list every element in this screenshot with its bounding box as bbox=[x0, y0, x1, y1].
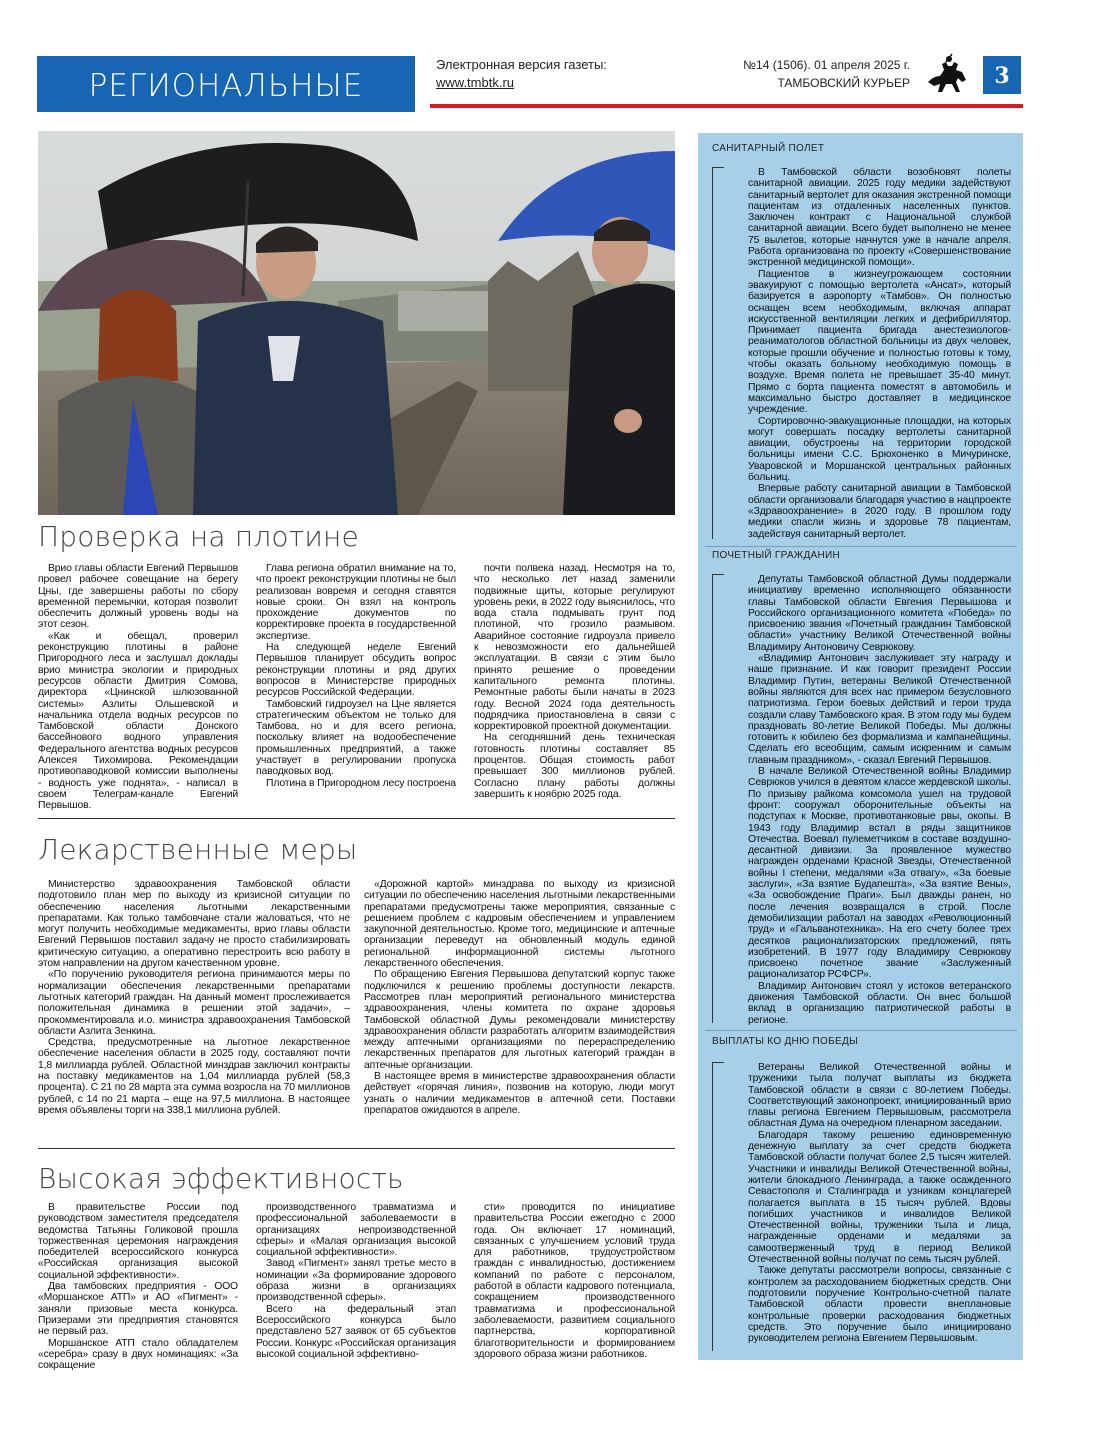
paragraph: На сегодняшний день техническая готовность плотины составляет 85 процентов. Общая стоимость работ превышает 300 миллионов рублей. Согласно плану работы должны завершить к ноябрю 2025 года. bbox=[474, 732, 675, 800]
paragraph: Всего на федеральный этап Всероссийского конкурса было представлено 527 заявок от 65 субъектов России. Конкурс «Российская организация высокой социальной эффективно- bbox=[256, 1303, 457, 1360]
paragraph: Тамбовский гидроузел на Цне является стратегическим объектом не только для Тамбова, но и для всего региона, поскольку влияет на водообеспечение промышленных предприятий, а также участвует в регулировании пропуска паводковых вод. bbox=[256, 698, 456, 778]
paragraph: Благодаря такому решению единовременную денежную выплату за счет средств бюджета Тамбовской области получат более 2,5 тысяч жителей. Участники и инвалиды Великой Отечественной войны, жители блокадного Ленинграда, а также осажденного Севастополя и Сталинграда и узникам концлагерей полагается выплата в 15 тысяч рублей. Вдовы погибших участников и инвалидов Великой Отечественной войны, труженики тыла и лица, награжденные орденами и медалями за самоотверженный труд в период Великой Отечественной войны получат по семь тысяч рублей. bbox=[748, 1129, 1011, 1266]
paragraph: Пациентов в жизнеугрожающем состоянии эвакуируют с помощью вертолета «Ансат», который базируется в аэропорту «Тамбов». Он полностью оснащен всем необходимым, включая аппарат искусственной вентиляции легких и дефибриллятор. Принимает пациента бригада анестезиологов-реаниматологов областной больницы из двух человек, которые прошли обучение и полностью готовы к тому, чтобы оказать больному необходимую помощь в воздухе. Время полета не превышает 35-40 минут. Прямо с борта пациента поместят в автомобиль и максимально быстро доставляет в медицинское учреждение. bbox=[748, 268, 1011, 416]
paragraph: сти» проводится по инициативе правительства России ежегодно с 2000 года. Он включает 17 номинаций, связанных с улучшением условий труда для работников, трудоустройством граждан с инвалидностью, достижением компаний по работе с персоналом, работой в области кадрового потенциала, сокращением производственного травматизма и профессиональной заболеваемости, развитием социального партнерства, корпоративной благотворительности и формированием здорового образа жизни работников. bbox=[474, 1202, 675, 1360]
section-header bbox=[37, 56, 415, 112]
sidebar-bracket bbox=[712, 167, 724, 539]
article-dam-column-1 bbox=[38, 563, 238, 812]
paragraph: Завод «Пигмент» занял третье место в номинации «За формирование здорового образа жизни в организациях производственной сферы». bbox=[256, 1258, 456, 1304]
paragraph: В правительстве России под руководством заместителя председателя ведомства Татьяны Голиковой прошла торжественная церемония награждения победителей всероссийского конкурса «Российская организация высокой социальной эффективности». bbox=[38, 1202, 238, 1281]
article-divider bbox=[38, 1148, 675, 1149]
paragraph: Два тамбовских предприятия - ООО «Моршанское АТП» и АО «Пигмент» - заняли призовые места конкурса. Призерами эти предприятия становятся не первый раз. bbox=[38, 1281, 238, 1338]
paragraph: В начале Великой Отечественной войны Владимир Севрюков учился в девятом классе жердевской школы. По призыву райкома комсомола ушел на трудовой фронт: сооружал оборонительные объекты на подступах к Москве, противотанковые рвы, окопы. В 1943 году Владимир встал в ряды защитников Отечества. Воевал пулеметчиком в составе воздушно-десантной дивизии. За проявленное мужество награжден орденами Красной Звезды, Отечественной войны I степени, медалями «За отвагу», «За боевые заслуги», «За взятие Будапешта», «За взятие Вены», «За освобождение Праги». Был дважды ранен, но после лечения возвращался в строй. После демобилизации работал на заводах «Революционный труд» и «Гальванотехника». На его счету более трех десятков рационализаторских предложений, пять изобретений. В 1977 году Владимиру Севрюкову присвоено почетное звание «Заслуженный рационализатор РСФСР». bbox=[748, 766, 1011, 981]
paragraph: «По поручению руководителя региона принимаются меры по нормализации обеспечения лекарственными препаратами льготных категорий граждан. На данный момент прослеживается положительная динамика в решении этой задачи», – прокомментировала и.о. министра здравоохранения Тамбовской области Азлита Зенкина. bbox=[38, 969, 350, 1037]
paragraph: Врио главы области Евгений Первышов провел рабочее совещание на берегу Цны, где завершены работы по сбору временной перемычки, которая позволит обеспечить должный уровень воды на этот сезон. bbox=[38, 563, 238, 631]
paragraph: «Как и обещал, проверил реконструкцию плотины в районе Пригородного леса и заслушал доклады врио министра экологии и природных ресурсов области Дмитрия Сомова, директора «Цнинской шлюзованной системы» Азлиты Ольшевской и начальника отдела водных ресурсов по Тамбовской области Донского бассейнового водного управления Федерального агентства водных ресурсов Алексея Тихомирова. Рекомендации противопаводковой комиссии выполнены - водность уже поднята», - написал в своем Телеграм-канале Евгений Первышов. bbox=[38, 630, 238, 812]
paragraph: почти полвека назад. Несмотря на то, что несколько лет назад заменили подвижные щиты, которые регулируют уровень реки, в 2022 году выяснилось, что вода стала подмывать грунт под плотиной, что грозило размывом. Аварийное состояние гидроузла привело к невозможности его дальнейшей эксплуатации. В связи с этим было принято решение о проведении капитального ремонта плотины. Ремонтные работы были начаты в 2023 году. Весной 2024 года деятельность подрядчика приостановлена в связи с корректировкой проектной документации. bbox=[474, 563, 675, 733]
sidebar-victory-payments-text bbox=[748, 1062, 1011, 1352]
sidebar-bracket bbox=[712, 1062, 724, 1351]
article-dam-column-3 bbox=[474, 563, 675, 808]
sidebar-label-victory-payments: ВЫПЛАТЫ КО ДНЮ ПОБЕДЫ bbox=[712, 1036, 859, 1047]
article-medicine-column-2 bbox=[364, 879, 675, 1139]
paragraph: производственного травматизма и профессиональной заболеваемости в организациях непроизводственной сферы» и «Малая организация высокой социальной эффективности». bbox=[256, 1202, 456, 1259]
news-photo bbox=[38, 131, 675, 515]
electronic-version-note bbox=[436, 56, 607, 92]
paragraph: Также депутаты рассмотрели вопросы, связанные с контролем за расходованием бюджетных средств. Они подготовили поручение Контрольно-счетной палате Тамбовской области провести внеплановые контрольные проверки расходования бюджетных средств. Это поручение было инициировано руководителем региона Евгением Первышовым. bbox=[748, 1265, 1011, 1345]
article-efficiency-column-1 bbox=[38, 1202, 238, 1372]
section-title: РЕГИОНАЛЬНЫЕ bbox=[88, 68, 364, 104]
paragraph: Сортировочно-эвакуационные площадки, на которых могут совершать посадку вертолеты санитарной авиации, обустроены на территории городской больницы имени С.С. Брюхоненко в Мичуринске, Уваровской и Моршанской центральных районных больниц. bbox=[748, 415, 1011, 484]
paragraph: Средства, предусмотренные на льготное лекарственное обеспечение населения области в 2025 году, составляют почти 1,8 миллиарда рублей. Областной минздрав заключил контракты на поставку медикаментов на 1,04 миллиарда рублей (58,3 процента). С 21 по 28 марта эта сумма возросла на 70 миллионов рублей, с 14 по 21 марта – еще на 97,5 миллиона. В настоящее время объявлены торги на 338,1 миллиона рублей. bbox=[38, 1037, 350, 1116]
horseman-logo-icon bbox=[922, 52, 970, 100]
website-link[interactable]: www.tmbtk.ru bbox=[436, 75, 515, 90]
paragraph: Владимир Антонович стоял у истоков ветеранского движения Тамбовской области. Он внес большой вклад в организацию патриотической работы в регионе. bbox=[748, 980, 1011, 1026]
electronic-version-label: Электронная версия газеты: bbox=[436, 57, 607, 72]
sidebar-honorary-citizen-text bbox=[748, 574, 1011, 1024]
sidebar-sanitary-flight-text bbox=[748, 167, 1011, 540]
issue-number-date: №14 (1506). 01 апреля 2025 г. bbox=[743, 58, 910, 72]
paragraph: Впервые работу санитарной авиации в Тамбовской области организовали благодаря участию в нацпроекте «Здравоохранение» в 2020 году. В прошлом году медики спасли жизнь и здоровье 78 пациентам, задействуя санитарный вертолет. bbox=[748, 483, 1011, 540]
paragraph: «Владимир Антонович заслуживает эту награду и наше признание. И как говорит президент России Владимир Путин, ветераны Великой Отечественной войны являются для всех нас примером безусловного патриотизма. Герои боевых действий и герои труда создали славу Тамбовского края. В этом году мы будем праздновать 80-летие Великой Победы. Мы должны готовить к юбилею без формализма и кампанейщины. Сделать его всеобщим, самым искренним и самым главным праздником», - сказал Евгений Первышов. bbox=[748, 653, 1011, 766]
paragraph: В настоящее время в министерстве здравоохранения области действует «горячая линия», позвонив на которую, люди могут узнать о наличии медикаментов в аптечной сети. Поставки препаратов ожидаются в апреле. bbox=[364, 1071, 675, 1116]
article-efficiency-column-3 bbox=[474, 1202, 675, 1362]
header-rule bbox=[430, 104, 1023, 108]
article-efficiency-column-2 bbox=[256, 1202, 456, 1362]
paragraph: По обращению Евгения Первышова депутатский корпус также подключился к решению проблемы доступности лекарств. Рассмотрев план мероприятий регионального министерства здравоохранения, члены комитета по охране здоровья Тамбовской областной Думы рекомендовали министерству здравоохранения области разработать алгоритм взаимодействия между аптечными организациями по перераспределению лекарственных препаратов для льготных категорий граждан в аптечные организации. bbox=[364, 969, 675, 1071]
paragraph: «Дорожной картой» минздрава по выходу из кризисной ситуации по обеспечению населения льготными лекарственными препаратами предусмотрены также мероприятия, связанные с решением проблем с кадровым обеспечением и управлением закупочной деятельностью. Кроме того, медицинские и аптечные организации переведут на обновленный модуль единой региональной информационной системы льготного лекарственного обеспечения. bbox=[364, 879, 675, 970]
sidebar-label-honorary-citizen: ПОЧЕТНЫЙ ГРАЖДАНИН bbox=[712, 550, 841, 561]
paragraph: На следующей неделе Евгений Первышов планирует обсудить вопрос реконструкции плотины и ряд других вопросов в Министерстве природных ресурсов Российской Федерации. bbox=[256, 642, 456, 699]
paragraph: Министерство здравоохранения Тамбовской области подготовило план мер по выходу из кризисной ситуации по обеспечению населения льготными лекарственными препаратами. Как только тамбовчане стали жаловаться, что не могут получить необходимые медикаменты, врио главы области Евгений Первышов поставил задачу не просто стабилизировать критическую ситуацию, а оперативно перестроить всю работу в этом направлении на другом качественном уровне. bbox=[38, 879, 350, 970]
sidebar-separator bbox=[705, 1030, 1017, 1031]
article-title-medicine-measures: Лекарственные меры bbox=[38, 833, 358, 866]
paragraph: Моршанское АТП стало обладателем «серебра» сразу в двух номинациях: «За сокращение bbox=[38, 1337, 238, 1372]
page-number: 3 bbox=[983, 56, 1021, 94]
article-dam-column-2 bbox=[256, 563, 456, 808]
paragraph: Плотина в Пригородном лесу построена bbox=[266, 777, 456, 789]
article-divider bbox=[38, 818, 675, 819]
article-title-high-efficiency: Высокая эффективность bbox=[38, 1162, 404, 1195]
paragraph: Депутаты Тамбовской областной Думы поддержали инициативу временно исполняющего обязанности главы Тамбовской области Евгения Первышова и Российского организационного комитета «Победа» по присвоению звания «Почетный гражданин Тамбовской области» участнику Великой Отечественной войны Владимиру Антоновичу Севрюкову. bbox=[748, 574, 1011, 653]
article-medicine-column-1 bbox=[38, 879, 350, 1139]
sidebar-separator bbox=[705, 546, 1017, 547]
paragraph: Глава региона обратил внимание на то, что проект реконструкции плотины не был реализован вовремя и сегодня ставятся новые сроки. Он взял на контроль прохождение документов по корректировке проекта в государственной экспертизе. bbox=[256, 563, 456, 642]
article-title-dam-inspection: Проверка на плотине bbox=[38, 520, 359, 553]
paragraph: Ветераны Великой Отечественной войны и труженики тыла получат выплаты из бюджета Тамбовской области в связи с 80-летием Победы. Соответствующий законопроект, инициированный врио главы региона Евгением Первышовым, рассмотрела областная Дума на очередном пленарном заседании. bbox=[748, 1062, 1011, 1130]
sidebar-label-sanitary-flight: САНИТАРНЫЙ ПОЛЕТ bbox=[712, 143, 825, 154]
newspaper-name: ТАМБОВСКИЙ КУРЬЕР bbox=[777, 76, 910, 90]
issue-info bbox=[660, 56, 910, 92]
paragraph: В Тамбовской области возобновят полеты санитарной авиации. 2025 году медики задействуют санитарный вертолет для оказания экстренной помощи пациентам из отдаленных населенных пунктов. Заключен контракт с Национальной службой санитарной авиации. Всего будет выполнено не менее 75 вылетов, которые начнутся уже в начале апреля. Работа организована по проекту «Совершенствование экстренной медицинской помощи». bbox=[748, 167, 1011, 269]
sidebar-bracket bbox=[712, 574, 724, 1023]
